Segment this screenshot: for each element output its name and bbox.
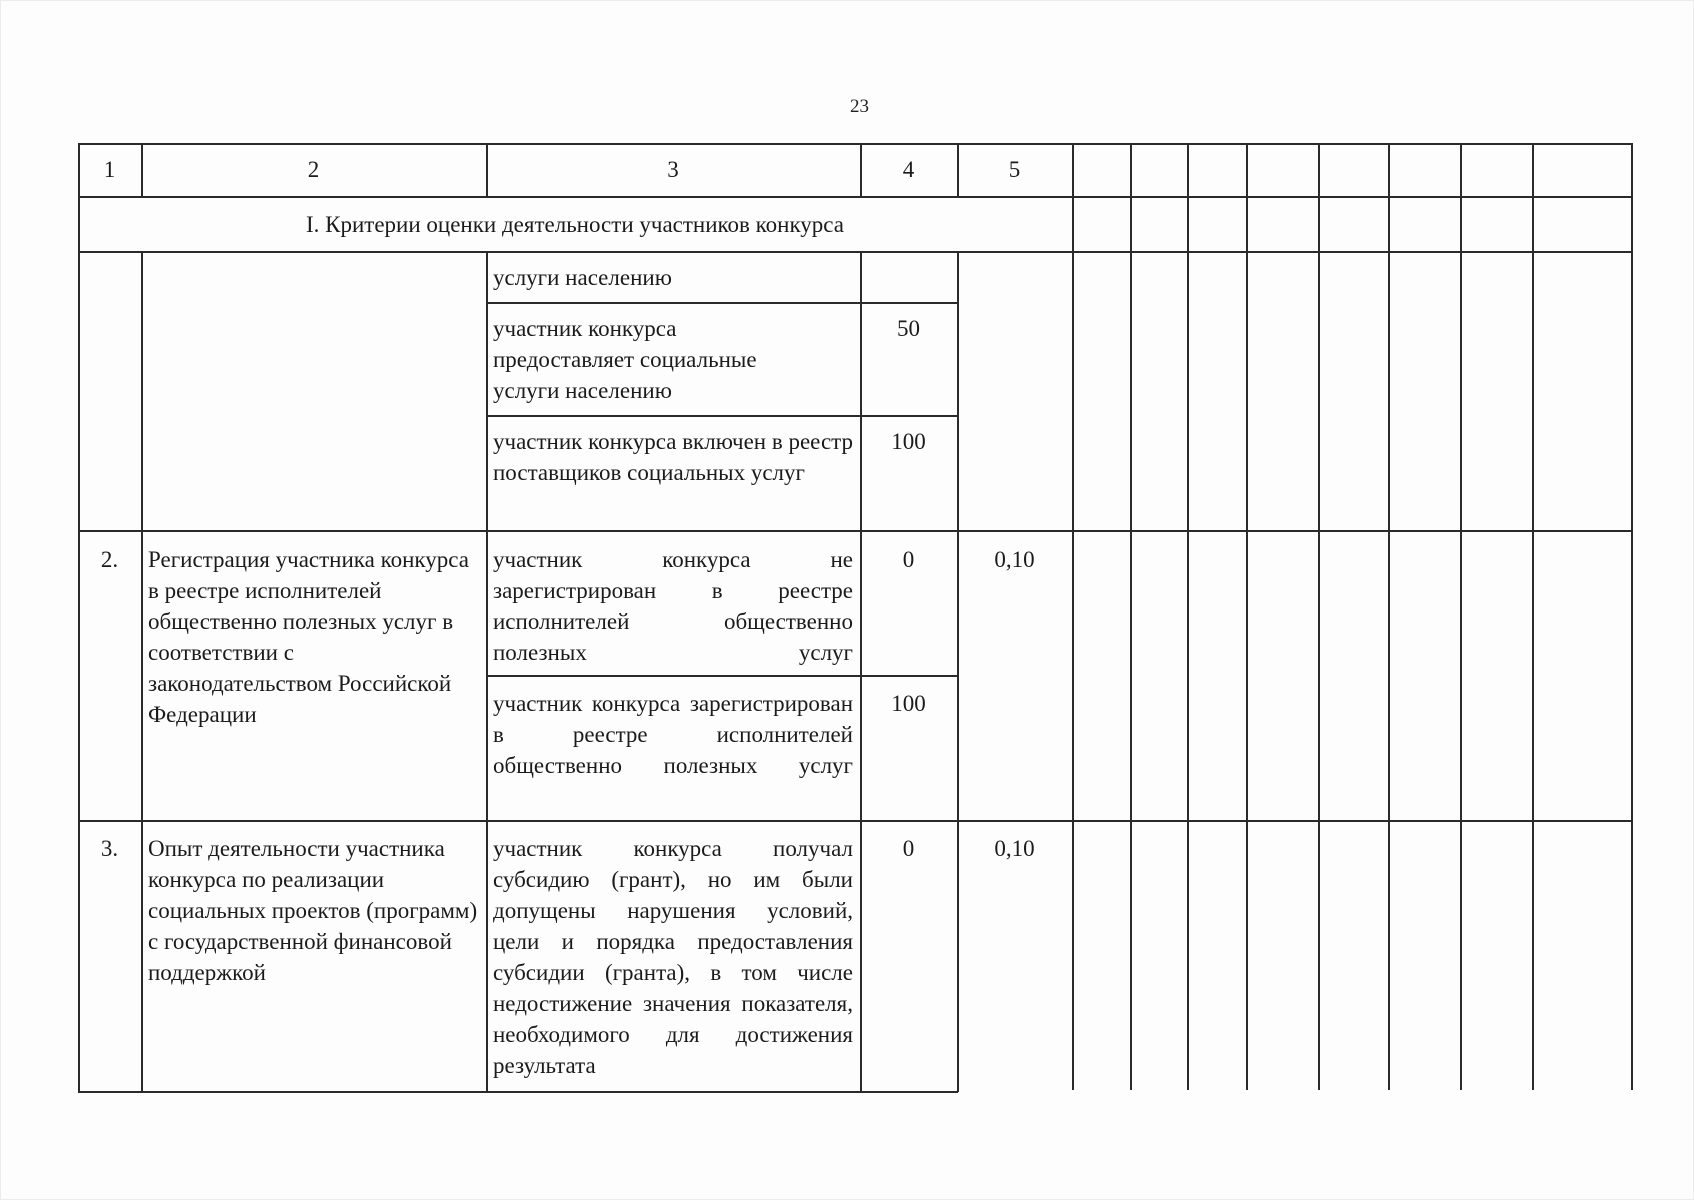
option-score: 100 <box>891 691 926 716</box>
table-line <box>78 143 1633 145</box>
table-line <box>486 251 488 1092</box>
table-line <box>1388 143 1390 1090</box>
table-line <box>1130 143 1132 1090</box>
column-header-3: 3 <box>667 157 679 182</box>
option-text: участник конкурса зарегистрирован в реестре исполнителей общественно полезных услуг <box>493 691 853 778</box>
table-line <box>1532 143 1534 1090</box>
page-number: 23 <box>850 96 869 117</box>
section-title: I. Критерии оценки деятельности участников конкурса <box>305 212 845 237</box>
criterion-name: Регистрация участника конкурса в реестре исполнителей общественно полезных услуг в соответствии с законодательством Российской Федерации <box>148 547 469 727</box>
table-line <box>486 675 958 677</box>
option-score: 100 <box>891 429 926 454</box>
option-text: участник конкурса включен в реестр поставщиков социальных услуг <box>493 429 853 485</box>
column-header-1: 1 <box>103 157 116 182</box>
table-line <box>78 820 1633 822</box>
option-text: участник конкурса не зарегистрирован в реестре исполнителей общественно полезных услуг <box>493 547 853 665</box>
table-line <box>78 196 1633 198</box>
option-score: 0 <box>902 547 915 572</box>
table-line <box>1460 143 1462 1090</box>
option-score: 50 <box>897 316 920 341</box>
table-line <box>78 530 1633 532</box>
criterion-name: Опыт деятельности участника конкурса по реализации социальных проектов (программ) с государственной финансовой поддержкой <box>148 836 478 985</box>
table-line <box>1318 143 1320 1090</box>
table-line <box>78 1091 958 1093</box>
option-text: участник конкурса предоставляет социальные услуги населению <box>493 316 757 403</box>
criterion-weight: 0,10 <box>994 836 1035 861</box>
table-line <box>1072 143 1074 1090</box>
table-line <box>78 251 1633 253</box>
column-header-5: 5 <box>1008 157 1021 182</box>
table-line <box>141 251 143 1092</box>
criterion-number: 2. <box>100 547 119 572</box>
table-line <box>486 302 958 304</box>
table-line <box>1187 143 1189 1090</box>
table-line <box>1246 143 1248 1090</box>
option-text: услуги населению <box>493 265 672 290</box>
table-line <box>1631 143 1633 1090</box>
criterion-number: 3. <box>100 836 119 861</box>
table-line <box>860 251 862 1092</box>
criterion-weight: 0,10 <box>994 547 1035 572</box>
table-line <box>78 143 80 1092</box>
column-header-2: 2 <box>307 157 320 182</box>
column-header-4: 4 <box>902 157 915 182</box>
option-text: участник конкурса получал субсидию (грант), но им были допущены нарушения условий, цели и порядка предоставления субсидии (гранта), в том числе недостижение значения показателя, необходимого для достижения результата <box>493 836 853 1078</box>
option-score: 0 <box>902 836 915 861</box>
table-line <box>957 251 959 1092</box>
table-line <box>486 415 958 417</box>
